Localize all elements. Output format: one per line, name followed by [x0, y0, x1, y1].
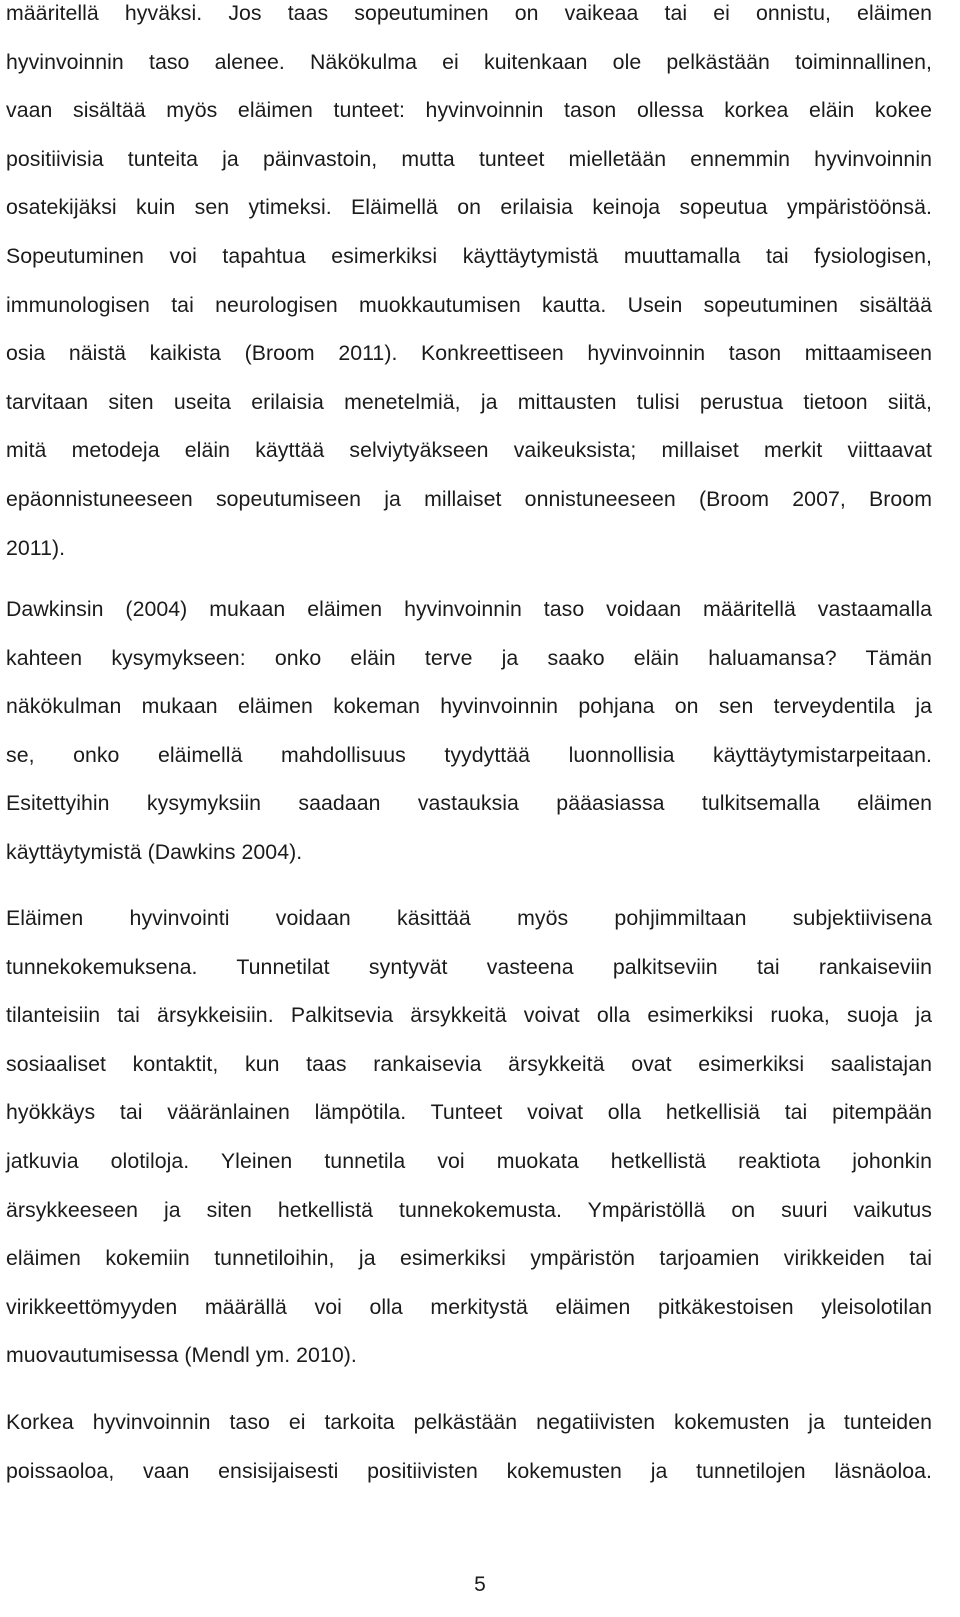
- text-line: immunologisen tai neurologisen muokkautumisen kautta. Usein sopeutuminen sisältää: [6, 292, 932, 317]
- text-line: se, onko eläimellä mahdollisuus tyydyttää luonnollisia käyttäytymistarpeitaan.: [6, 742, 932, 767]
- text-line: tilanteisiin tai ärsykkeisiin. Palkitsevia ärsykkeitä voivat olla esimerkiksi ruoka, suoja ja: [6, 1003, 932, 1028]
- text-line: Dawkinsin (2004) mukaan eläimen hyvinvoinnin taso voidaan määritellä vastaamalla: [6, 597, 932, 621]
- text-line: käyttäytymistä (Dawkins 2004).: [6, 839, 303, 864]
- text-line: Esitettyihin kysymyksiin saadaan vastauksia pääasiassa tulkitsemalla eläimen: [6, 791, 932, 816]
- text-line: mitä metodeja eläin käyttää selviytyäkseen vaikeuksista; millaiset merkit viittaavat: [6, 438, 932, 463]
- text-line: poissaoloa, vaan ensisijaisesti positiivisten kokemusten ja tunnetilojen läsnäoloa.: [6, 1458, 932, 1483]
- text-line: Eläimen hyvinvointi voidaan käsittää myös pohjimmiltaan subjektiivisena: [6, 906, 932, 930]
- text-line: sosiaaliset kontaktit, kun taas rankaisevia ärsykkeitä ovat esimerkiksi saalistajan: [6, 1051, 932, 1076]
- text-line: vaan sisältää myös eläimen tunteet: hyvinvoinnin tason ollessa korkea eläin kokee: [6, 98, 932, 123]
- text-line: virikkeettömyyden määrällä voi olla merkitystä eläimen pitkäkestoisen yleisolotilan: [6, 1294, 932, 1319]
- text-line: 2011).: [6, 535, 66, 560]
- text-line: kahteen kysymykseen: onko eläin terve ja saako eläin haluamansa? Tämän: [6, 645, 932, 670]
- text-line: hyvinvoinnin taso alenee. Näkökulma ei kuitenkaan ole pelkästään toiminnallinen,: [6, 49, 932, 74]
- text-line: osia näistä kaikista (Broom 2011). Konkreettiseen hyvinvoinnin tason mittaamiseen: [6, 341, 932, 366]
- paragraph-4: [6, 1398, 932, 1495]
- text-line: epäonnistuneeseen sopeutumiseen ja millaiset onnistuneeseen (Broom 2007, Broom: [6, 486, 932, 511]
- text-line: tarvitaan siten useita erilaisia menetelmiä, ja mittausten tulisi perustua tietoon siitä,: [6, 389, 932, 414]
- text-line: Sopeutuminen voi tapahtua esimerkiksi käyttäytymistä muuttamalla tai fysiologisen,: [6, 243, 932, 268]
- text-line: positiivisia tunteita ja päinvastoin, mutta tunteet mielletään ennemmin hyvinvoinnin: [6, 146, 932, 171]
- text-line: tunnekokemuksena. Tunnetilat syntyvät vasteena palkitseviin tai rankaiseviin: [6, 954, 932, 979]
- page-number: 5: [474, 1573, 486, 1596]
- text-line: muovautumisessa (Mendl ym. 2010).: [6, 1343, 357, 1368]
- text-line: Korkea hyvinvoinnin taso ei tarkoita pelkästään negatiivisten kokemusten ja tunteiden: [6, 1410, 932, 1434]
- text-line: määritellä hyväksi. Jos taas sopeutuminen on vaikeaa tai ei onnistu, eläimen: [6, 1, 932, 25]
- text-line: jatkuvia olotiloja. Yleinen tunnetila voi muokata hetkellistä reaktiota johonkin: [6, 1148, 932, 1173]
- text-line: hyökkäys tai vääränlainen lämpötila. Tunteet voivat olla hetkellisiä tai pitempään: [6, 1100, 932, 1125]
- text-line: eläimen kokemiin tunnetiloihin, ja esimerkiksi ympäristön tarjoamien virikkeiden tai: [6, 1246, 932, 1271]
- text-line: näkökulman mukaan eläimen kokeman hyvinvoinnin pohjana on sen terveydentila ja: [6, 694, 932, 719]
- paragraph-1: [6, 0, 932, 572]
- text-line: ärsykkeeseen ja siten hetkellistä tunnekokemusta. Ympäristöllä on suuri vaikutus: [6, 1197, 932, 1222]
- paragraph-3: [6, 894, 932, 1380]
- text-line: osatekijäksi kuin sen ytimeksi. Eläimellä on erilaisia keinoja sopeutua ympäristöönsä.: [6, 195, 932, 220]
- paragraph-2: [6, 585, 932, 877]
